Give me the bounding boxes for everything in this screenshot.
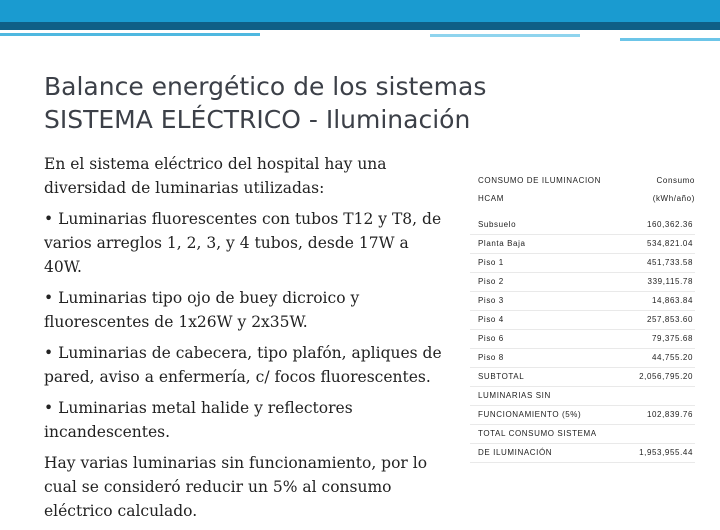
row-value: 44,755.20 bbox=[652, 353, 693, 362]
sin-func-row-2 bbox=[470, 406, 695, 425]
total-label-2: DE ILUMINACIÓN bbox=[478, 448, 553, 457]
table-row bbox=[470, 349, 695, 368]
sin-func-label-2: FUNCIONAMIENTO (5%) bbox=[478, 410, 582, 419]
bullet-metal-halide: • Luminarias metal halide y reflectores incandescentes. bbox=[44, 399, 353, 441]
row-label: Piso 2 bbox=[478, 277, 504, 286]
header-col1: CONSUMO DE ILUMINACION bbox=[478, 176, 601, 185]
table-row bbox=[470, 216, 695, 235]
total-row-2 bbox=[470, 444, 695, 463]
table-row bbox=[470, 330, 695, 349]
body-text bbox=[44, 152, 449, 530]
sin-func-label-1: LUMINARIAS SIN bbox=[478, 391, 551, 400]
subtotal-row bbox=[470, 368, 695, 387]
table-row bbox=[470, 273, 695, 292]
table-row bbox=[470, 254, 695, 273]
bullet-cabecera: • Luminarias de cabecera, tipo plafón, apliques de pared, aviso a enfermería, c/ focos fluorescentes. bbox=[44, 344, 442, 386]
intro-paragraph: En el sistema eléctrico del hospital hay una diversidad de luminarias utilizadas: bbox=[44, 155, 387, 197]
total-value: 1,953,955.44 bbox=[639, 448, 693, 457]
row-label: Piso 1 bbox=[478, 258, 504, 267]
table-header-row bbox=[470, 172, 695, 190]
table-row bbox=[470, 235, 695, 254]
row-label: Piso 8 bbox=[478, 353, 504, 362]
row-value: 534,821.04 bbox=[646, 239, 693, 248]
decorative-line bbox=[620, 38, 720, 41]
consumption-table bbox=[470, 172, 695, 463]
row-value: 451,733.58 bbox=[646, 258, 693, 267]
total-label-1: TOTAL CONSUMO SISTEMA bbox=[478, 429, 597, 438]
slide-title bbox=[44, 70, 684, 136]
table-row bbox=[470, 311, 695, 330]
row-value: 14,863.84 bbox=[652, 296, 693, 305]
subtotal-label: SUBTOTAL bbox=[478, 372, 525, 381]
row-label: Planta Baja bbox=[478, 239, 526, 248]
header-col1-sub: HCAM bbox=[478, 194, 504, 203]
decorative-line bbox=[430, 34, 580, 37]
row-label: Piso 6 bbox=[478, 334, 504, 343]
title-line-2: SISTEMA ELÉCTRICO - Iluminación bbox=[44, 105, 471, 134]
total-row-1 bbox=[470, 425, 695, 444]
bullet-ojo-de-buey: • Luminarias tipo ojo de buey dicroico y fluorescentes de 1x26W y 2x35W. bbox=[44, 289, 360, 331]
row-value: 257,853.60 bbox=[646, 315, 693, 324]
header-band bbox=[0, 0, 720, 22]
table-header-row-2 bbox=[470, 190, 695, 208]
decorative-line bbox=[0, 33, 260, 36]
header-col2-sub: (kWh/año) bbox=[652, 194, 695, 203]
table-row bbox=[470, 292, 695, 311]
subtotal-value: 2,056,795.20 bbox=[639, 372, 693, 381]
closing-paragraph: Hay varias luminarias sin funcionamiento, por lo cual se consideró reducir un 5% al consumo eléctrico calculado. bbox=[44, 454, 428, 520]
row-value: 339,115.78 bbox=[647, 277, 693, 286]
sin-func-row-1 bbox=[470, 387, 695, 406]
header-band-dark bbox=[0, 22, 720, 30]
row-label: Piso 4 bbox=[478, 315, 504, 324]
row-label: Subsuelo bbox=[478, 220, 517, 229]
title-line-1: Balance energético de los sistemas bbox=[44, 72, 487, 101]
row-value: 79,375.68 bbox=[652, 334, 693, 343]
row-label: Piso 3 bbox=[478, 296, 504, 305]
row-value: 160,362.36 bbox=[646, 220, 693, 229]
sin-func-value: 102,839.76 bbox=[646, 410, 693, 419]
header-col2: Consumo bbox=[656, 176, 695, 185]
bullet-fluorescentes: • Luminarias fluorescentes con tubos T12 y T8, de varios arreglos 1, 2, 3, y 4 tubos, desde 17W a 40W. bbox=[44, 210, 442, 276]
